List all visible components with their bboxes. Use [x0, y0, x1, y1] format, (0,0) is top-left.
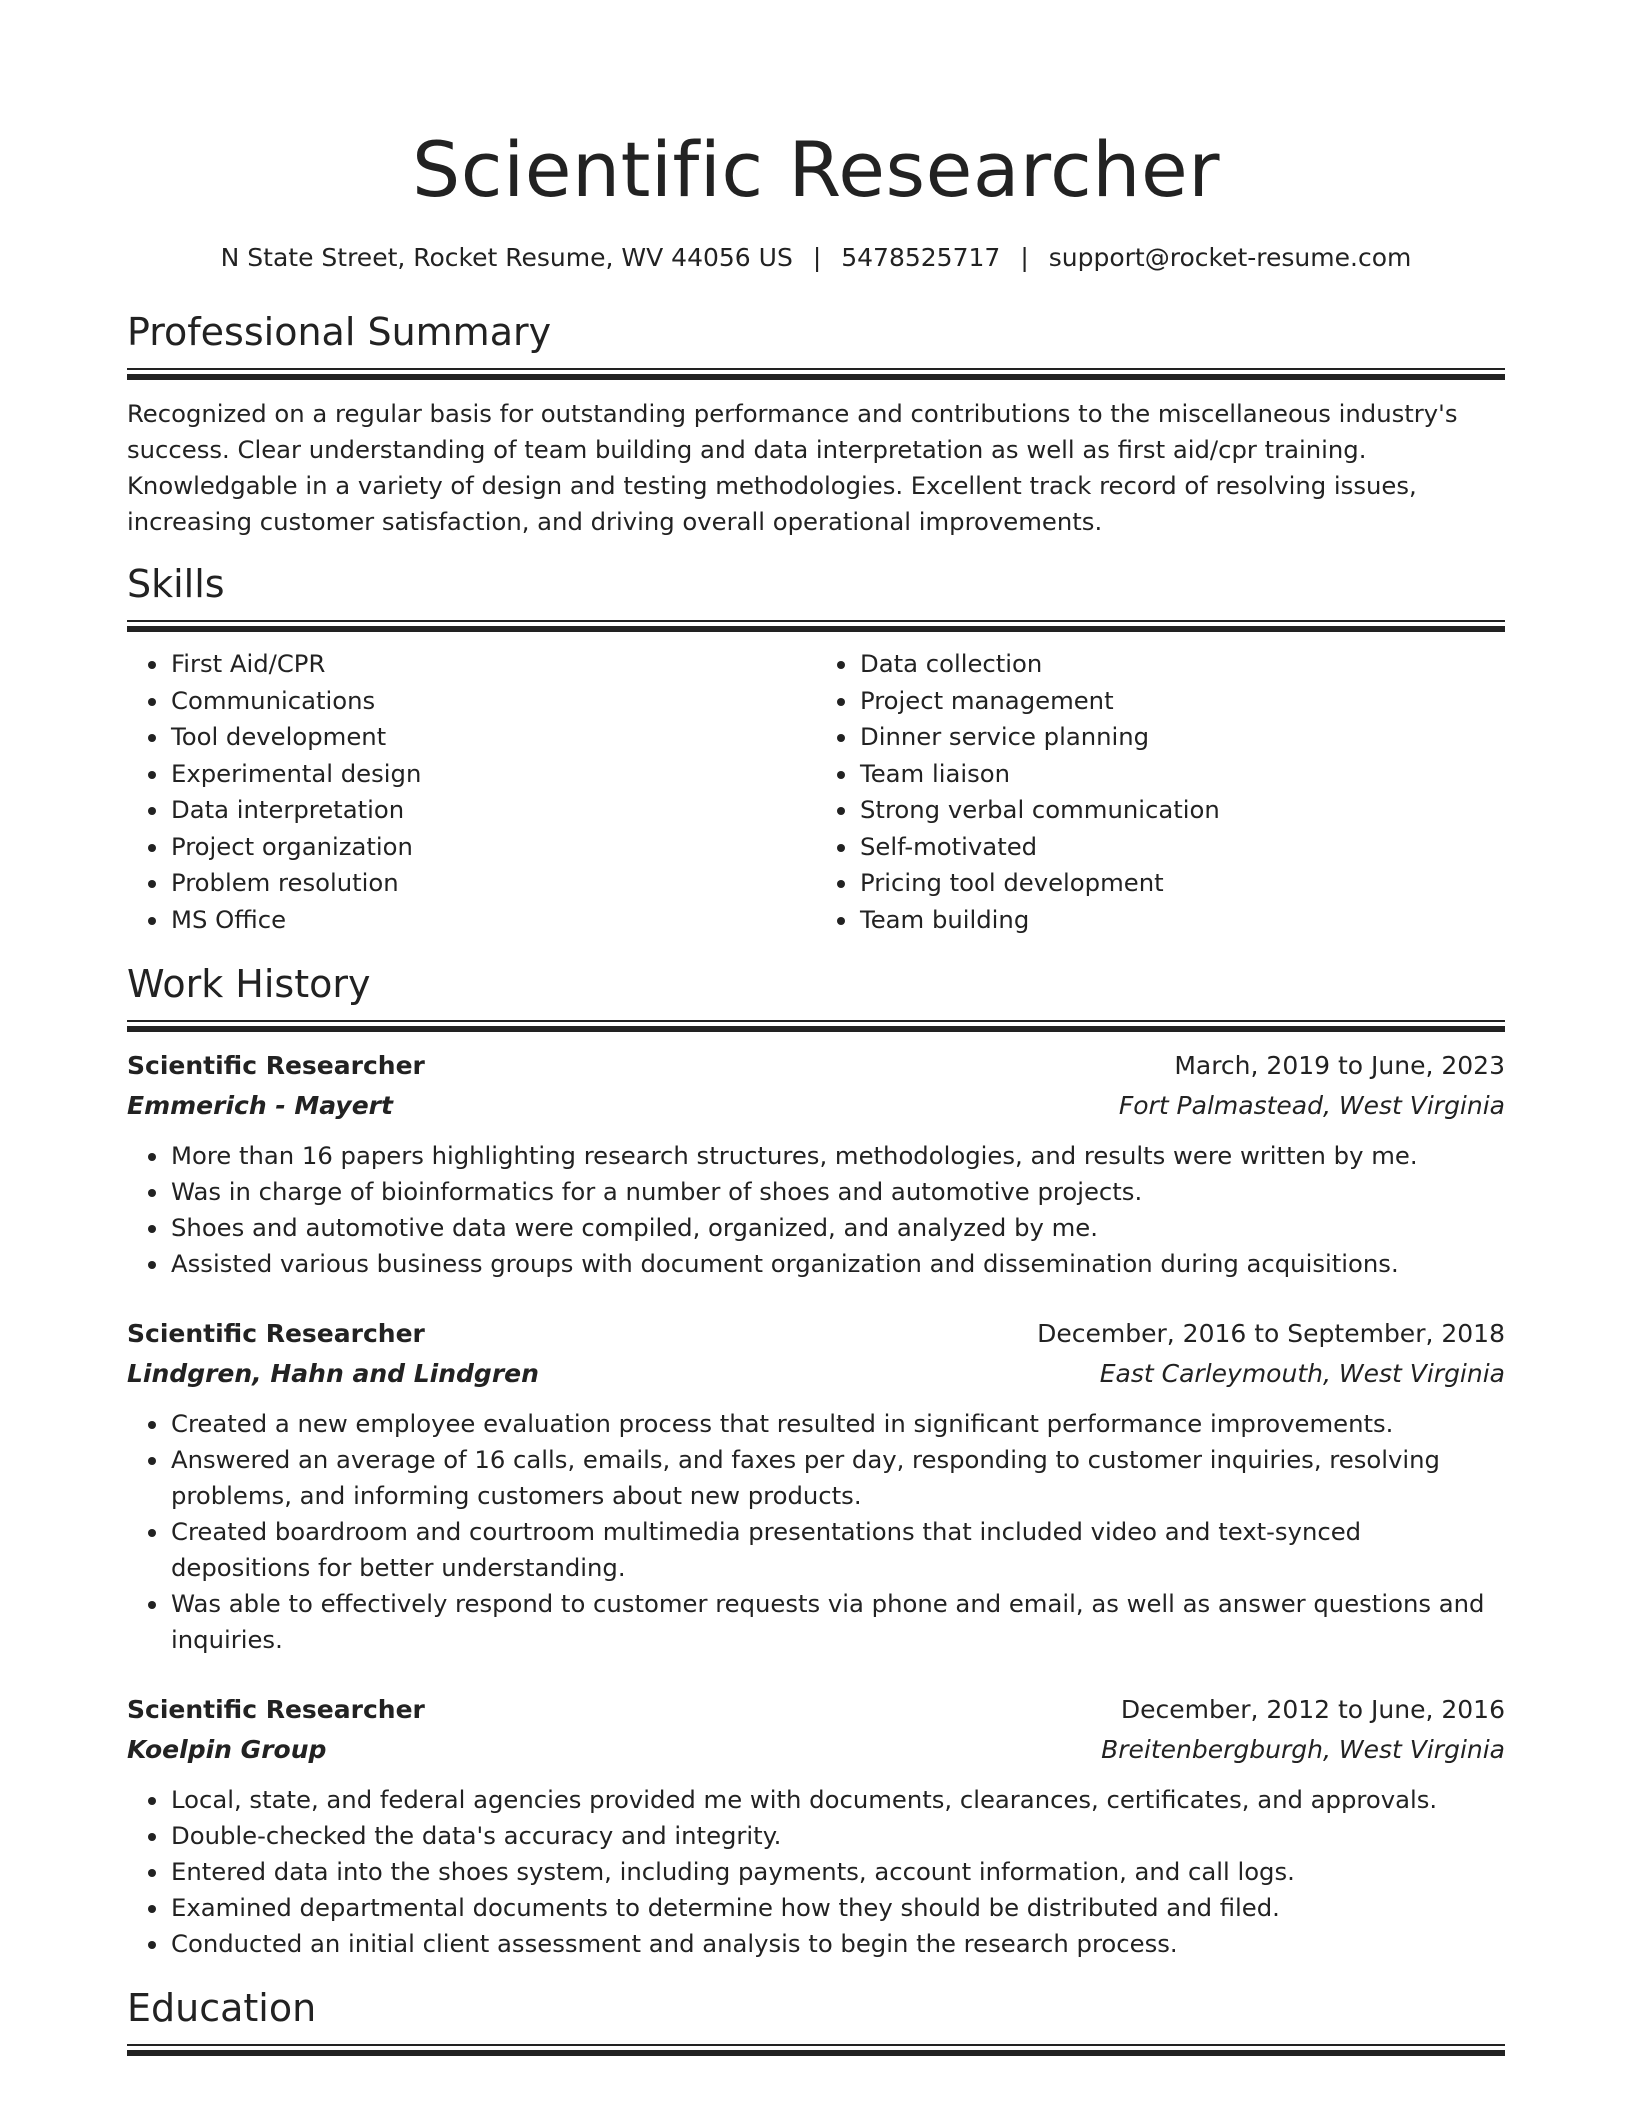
job-bullet: • Created boardroom and courtroom multimedia presentations that included video and text-synced depositions for better understanding.: [170, 1514, 1505, 1586]
job-entry: [127, 1046, 1505, 1282]
skill-item: • Experimental design: [170, 756, 816, 793]
job-location: Fort Palmastead, West Virginia: [1118, 1091, 1505, 1120]
skill-item: • Tool development: [170, 719, 816, 756]
skill-item: • Self-motivated: [859, 829, 1505, 866]
job-bullet-list: [127, 1406, 1505, 1658]
skill-item: • Data interpretation: [170, 792, 816, 829]
job-bullet: • Created a new employee evaluation process that resulted in significant performance improvements.: [170, 1406, 1505, 1442]
job-header-row: [127, 1690, 1505, 1730]
skills-right-list: [816, 646, 1505, 938]
skill-item: • Dinner service planning: [859, 719, 1505, 756]
skill-item: • Communications: [170, 683, 816, 720]
job-header-row: [127, 1314, 1505, 1354]
education-section: [127, 1984, 1505, 2056]
job-company-row: [127, 1086, 1505, 1126]
job-entry: [127, 1314, 1505, 1658]
job-company: Lindgren, Hahn and Lindgren: [127, 1359, 539, 1388]
job-bullet: • More than 16 papers highlighting research structures, methodologies, and results were written by me.: [170, 1138, 1505, 1174]
job-title: Scientific Researcher: [127, 1695, 425, 1724]
job-bullet: • Was able to effectively respond to customer requests via phone and email, as well as answer questions and inquiries.: [170, 1586, 1505, 1658]
skills-section: [127, 560, 1505, 938]
contact-phone: 5478525717: [841, 243, 1001, 272]
job-bullet: • Local, state, and federal agencies provided me with documents, clearances, certificates, and approvals.: [170, 1782, 1505, 1818]
work-history-section: [127, 960, 1505, 1962]
job-dates: December, 2016 to September, 2018: [1037, 1319, 1505, 1348]
job-bullet: • Double-checked the data's accuracy and integrity.: [170, 1818, 1505, 1854]
job-bullet: • Entered data into the shoes system, including payments, account information, and call logs.: [170, 1854, 1505, 1890]
job-location: Breitenbergburgh, West Virginia: [1101, 1735, 1505, 1764]
job-bullet: • Examined departmental documents to determine how they should be distributed and filed.: [170, 1890, 1505, 1926]
job-dates: March, 2019 to June, 2023: [1174, 1051, 1505, 1080]
job-bullet: • Conducted an initial client assessment and analysis to begin the research process.: [170, 1926, 1505, 1962]
job-company-row: [127, 1730, 1505, 1770]
summary-heading: Professional Summary: [127, 310, 552, 354]
job-title: Scientific Researcher: [127, 1319, 425, 1348]
job-bullet: • Shoes and automotive data were compiled, organized, and analyzed by me.: [170, 1210, 1505, 1246]
job-company: Emmerich - Mayert: [127, 1091, 393, 1120]
section-divider: [127, 620, 1505, 632]
job-company: Koelpin Group: [127, 1735, 327, 1764]
summary-section: [127, 308, 1505, 540]
skill-item: • First Aid/CPR: [170, 646, 816, 683]
summary-text: Recognized on a regular basis for outstanding performance and contributions to the miscellaneous industry's success. Clear understanding of team building and data interpretation as well as first aid/cpr training. Knowledgable in a variety of design and testing methodologies. Excellent track record of resolving issues, increasing customer satisfaction, and driving overall operational improvements.: [127, 399, 1458, 536]
resume-name: Scientific Researcher: [412, 125, 1220, 214]
skill-item: • Problem resolution: [170, 865, 816, 902]
job-header-row: [127, 1046, 1505, 1086]
skill-item: • Pricing tool development: [859, 865, 1505, 902]
education-heading: Education: [127, 1986, 317, 2030]
skill-item: • Team liaison: [859, 756, 1505, 793]
job-bullet: • Answered an average of 16 calls, emails, and faxes per day, responding to customer inquiries, resolving problems, and informing customers about new products.: [170, 1442, 1505, 1514]
contact-separator: |: [812, 243, 822, 272]
contact-line: [127, 242, 1505, 274]
contact-separator: |: [1020, 243, 1029, 272]
job-bullet: • Assisted various business groups with document organization and dissemination during acquisitions.: [170, 1246, 1505, 1282]
section-divider: [127, 2044, 1505, 2056]
job-bullet-list: [127, 1138, 1505, 1282]
skill-item: • Data collection: [859, 646, 1505, 683]
contact-email: support@rocket-resume.com: [1048, 243, 1412, 272]
job-entry: [127, 1690, 1505, 1962]
skill-item: • Strong verbal communication: [859, 792, 1505, 829]
skills-left-list: [127, 646, 816, 938]
section-divider: [127, 1020, 1505, 1032]
skill-item: • Project management: [859, 683, 1505, 720]
section-divider: [127, 368, 1505, 380]
job-dates: December, 2012 to June, 2016: [1120, 1695, 1505, 1724]
skill-item: • Project organization: [170, 829, 816, 866]
job-bullet: • Was in charge of bioinformatics for a number of shoes and automotive projects.: [170, 1174, 1505, 1210]
skill-item: • MS Office: [170, 902, 816, 939]
skill-item: • Team building: [859, 902, 1505, 939]
job-company-row: [127, 1354, 1505, 1394]
job-bullet-list: [127, 1782, 1505, 1962]
contact-address: N State Street, Rocket Resume, WV 44056 US: [220, 243, 793, 272]
job-title: Scientific Researcher: [127, 1051, 425, 1080]
skills-columns: [127, 646, 1505, 938]
job-location: East Carleymouth, West Virginia: [1099, 1359, 1505, 1388]
skills-heading: Skills: [127, 562, 225, 606]
work-history-heading: Work History: [127, 962, 371, 1006]
